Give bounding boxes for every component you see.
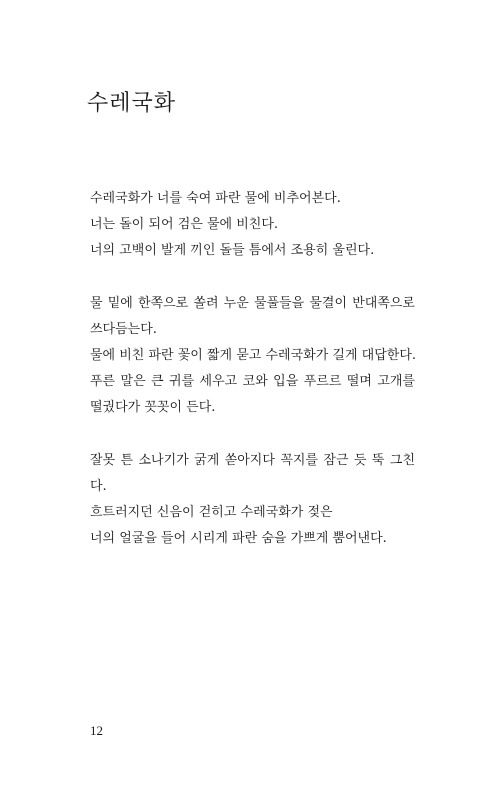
stanza-3 (90, 448, 415, 552)
poem-line: 물에 비친 파란 꽃이 짧게 묻고 수레국화가 길게 대답한다. (90, 348, 417, 363)
stanza-break (90, 421, 415, 448)
poem-line: 너의 고백이 발게 끼인 돌들 틈에서 조용히 울린다. (90, 243, 375, 258)
poem-line: 잘못 튼 소나기가 굵게 쏟아지다 꼭지를 잠근 듯 뚝 그친다. (90, 453, 415, 494)
stanza-break (90, 264, 415, 291)
stanza-1 (90, 186, 415, 264)
poem-line: 너는 돌이 되어 검은 물에 비친다. (90, 217, 279, 232)
poem-line: 푸른 말은 큰 귀를 세우고 코와 입을 푸르르 떨며 고개를 떨궜다가 꼿꼿이 든다. (90, 374, 415, 415)
page-number: 12 (90, 723, 103, 738)
poem-title: 수레국화 (87, 91, 177, 116)
poem-line: 물 밑에 한쪽으로 쏠려 누운 물풀들을 물결이 반대쪽으로 쓰다듬는다. (90, 296, 415, 337)
poem-line: 흐트러지던 신음이 걷히고 수레국화가 젖은 (90, 505, 333, 520)
poem-line: 너의 얼굴을 들어 시리게 파란 숨을 가쁘게 뿜어낸다. (90, 531, 387, 546)
stanza-2 (90, 291, 415, 421)
poem-body (90, 186, 415, 552)
poem-line: 수레국화가 너를 숙여 파란 물에 비추어본다. (90, 191, 341, 206)
